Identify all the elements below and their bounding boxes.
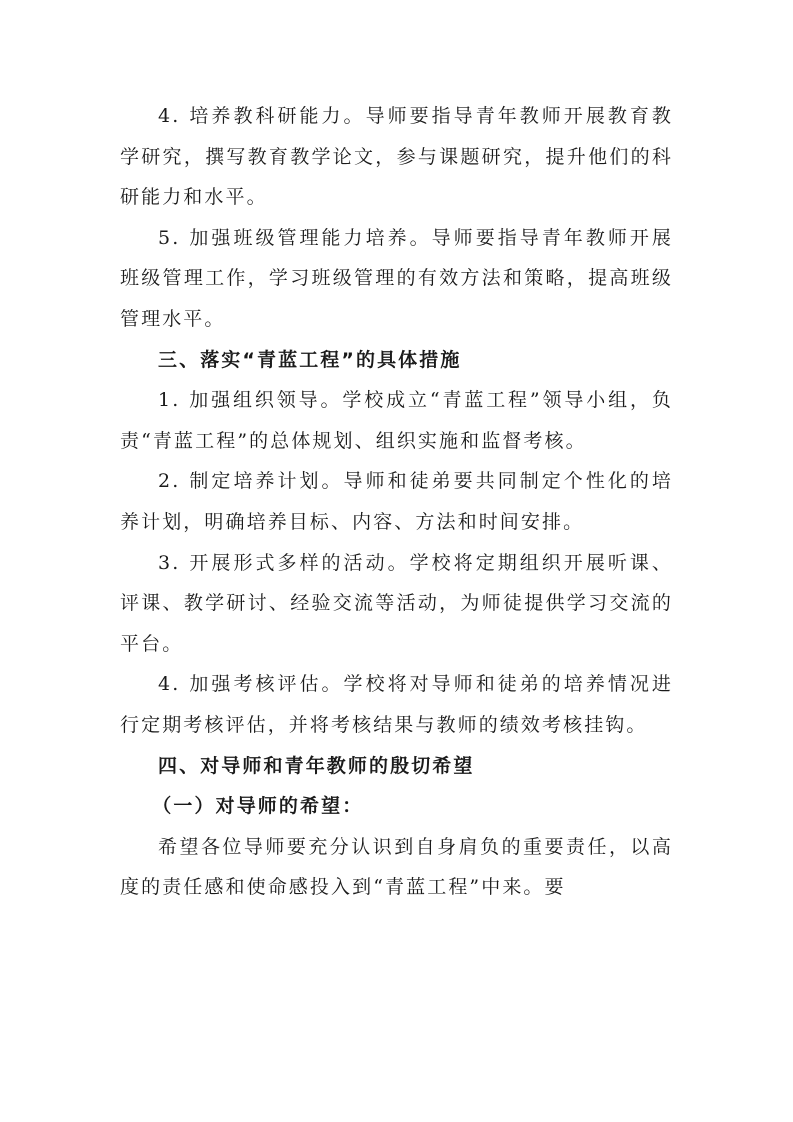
paragraph-class-management: 5. 加强班级管理能力培养。导师要指导青年教师开展班级管理工作，学习班级管理的有效方法和策略，提高班级管理水平。	[120, 226, 673, 330]
section-heading-expectations: 四、对导师和青年教师的殷切希望	[158, 754, 475, 777]
paragraph-activities: 3. 开展形式多样的活动。学校将定期组织开展听课、评课、教学研讨、经验交流等活动，为师徒提供学习交流的平台。	[120, 551, 673, 655]
paragraph-organization-leadership: 1. 加强组织领导。学校成立“青蓝工程”领导小组，负责“青蓝工程”的总体规划、组织实施和监督考核。	[120, 389, 673, 452]
paragraph-training-plan: 2. 制定培养计划。导师和徒弟要共同制定个性化的培养计划，明确培养目标、内容、方法和时间安排。	[120, 470, 673, 533]
section-heading-measures: 三、落实“青蓝工程”的具体措施	[158, 348, 462, 371]
paragraph-teaching-research: 4. 培养教科研能力。导师要指导青年教师开展教育教学研究，撰写教育教学论文，参与课题研究，提升他们的科研能力和水平。	[120, 105, 673, 209]
subsection-heading-mentors: （一）对导师的希望：	[152, 795, 364, 818]
paragraph-mentor-expectations: 希望各位导师要充分认识到自身肩负的重要责任，以高度的责任感和使命感投入到“青蓝工程”中来。要	[120, 835, 673, 899]
paragraph-assessment: 4. 加强考核评估。学校将对导师和徒弟的培养情况进行定期考核评估，并将考核结果与教师的绩效考核挂钩。	[120, 673, 673, 736]
document-body	[120, 96, 673, 908]
